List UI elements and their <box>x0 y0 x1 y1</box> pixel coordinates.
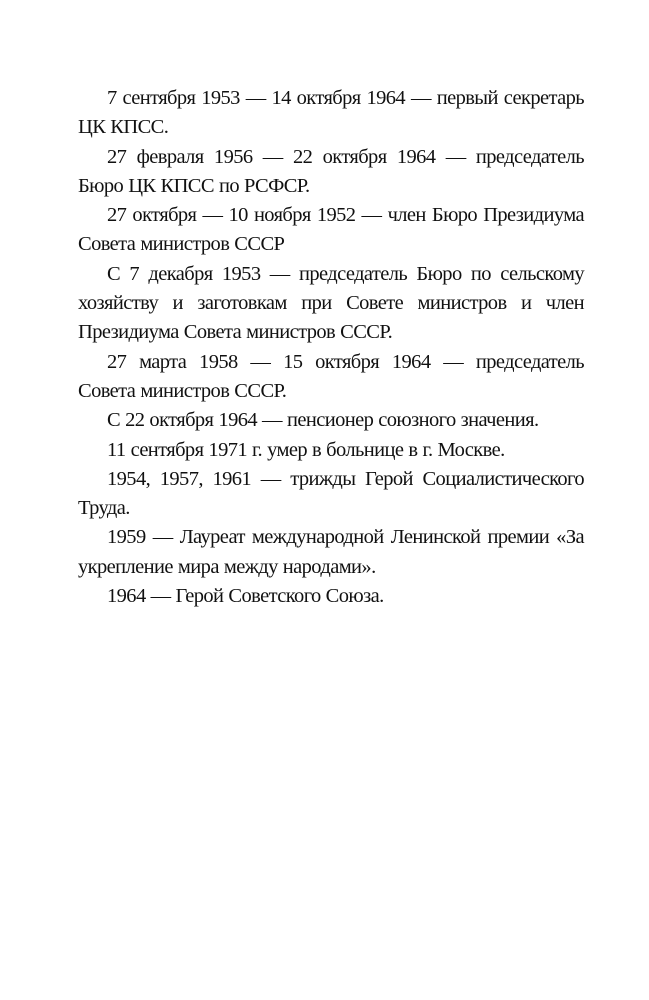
paragraph-hero-soviet-union: 1964 — Герой Советского Союза. <box>107 585 384 608</box>
paragraph-death: 11 сентября 1971 г. умер в больнице в г. Москве. <box>107 438 505 461</box>
biography-text <box>78 84 584 611</box>
paragraph-presidium-bureau-member: 27 октября — 10 ноября 1952 — член Бюро Президиума Совета министров СССР <box>78 204 584 256</box>
paragraph-lenin-peace-prize: 1959 — Лауреат международной Ленинской премии «За укрепление мира между народами». <box>78 526 584 578</box>
paragraph-first-secretary: 7 сентября 1953 — 14 октября 1964 — первый секретарь ЦК КПСС. <box>78 87 584 139</box>
paragraph-council-chairman: 27 марта 1958 — 15 октября 1964 — председатель Совета министров СССР. <box>78 350 584 402</box>
paragraph-hero-of-labour: 1954, 1957, 1961 — трижды Герой Социалистического Труда. <box>78 467 584 520</box>
paragraph-pensioner: С 22 октября 1964 — пенсионер союзного значения. <box>107 409 539 432</box>
paragraph-agriculture-bureau: С 7 декабря 1953 — председатель Бюро по сельскому хозяйству и заготовкам при Совете министров и член Президиума Совета министров СССР. <box>78 262 584 344</box>
paragraph-rsfsr-bureau: 27 февраля 1956 — 22 октября 1964 — председатель Бюро ЦК КПСС по РСФСР. <box>78 145 584 197</box>
